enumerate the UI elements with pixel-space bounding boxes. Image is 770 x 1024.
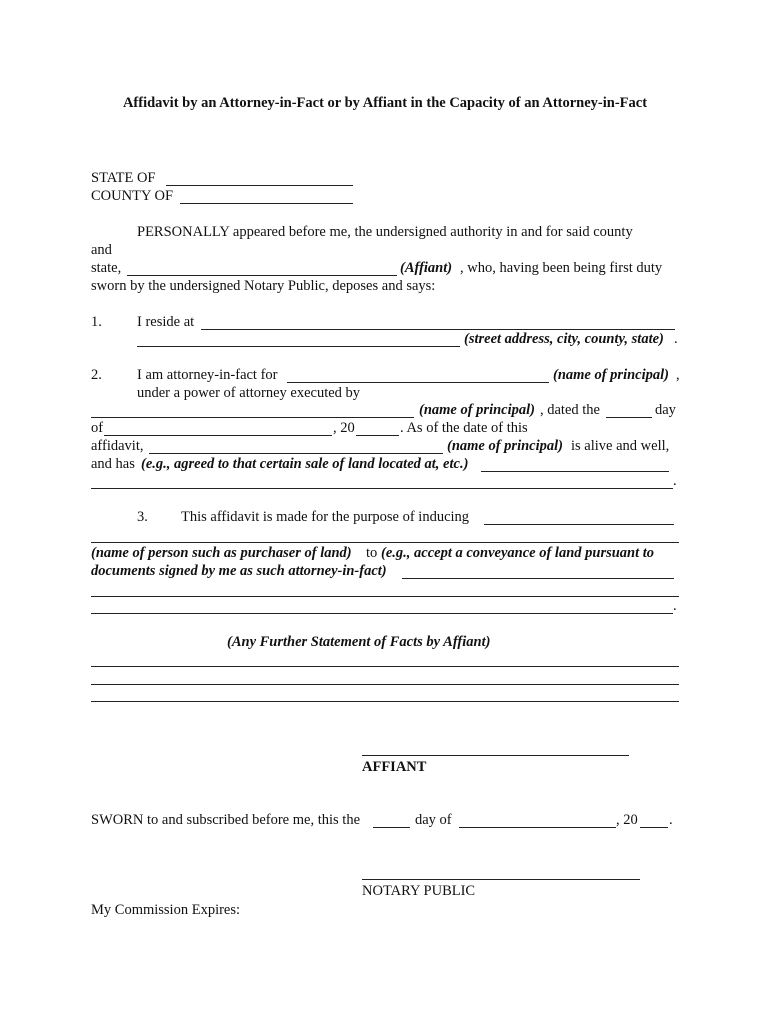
item-2-comma: , [676,367,680,383]
affiant-label-sig: AFFIANT [362,759,427,775]
sworn-month-field[interactable] [459,827,616,828]
principal-field[interactable] [287,382,549,383]
affiant-label: (Affiant) [400,260,453,276]
state-field[interactable] [166,185,353,186]
intro-line-4: sworn by the undersigned Notary Public, deposes and says: [91,278,436,294]
item-2-end: . [673,473,677,489]
state-label: STATE OF [91,170,156,186]
inducee-field-2[interactable] [91,542,679,543]
item-1-text: I reside at [137,314,195,330]
county-label: COUNTY OF [91,188,174,204]
inducee-field[interactable] [484,524,674,525]
year-prefix: , 20 [333,420,355,436]
item-1-number: 1. [91,314,102,330]
transaction-field[interactable] [481,471,669,472]
purpose-field[interactable] [402,578,674,579]
eg-hint: (e.g., agreed to that certain sale of land located at, etc.) [141,456,469,472]
poa-principal-field[interactable] [91,417,414,418]
document-title: Affidavit by an Attorney-in-Fact or by Affiant in the Capacity of an Attorney-in-Fact [122,95,648,111]
person-label: (name of person such as purchaser of land) [91,545,352,561]
month-field[interactable] [104,435,332,436]
principal-label: (name of principal) [553,367,669,383]
intro-line-2: and [91,242,112,258]
further-line-3[interactable] [91,701,679,702]
further-line-2[interactable] [91,684,679,685]
transaction-field-2[interactable] [91,488,673,489]
day-field[interactable] [606,417,652,418]
affidavit-label: affidavit, [91,438,144,454]
and-has-label: and has [91,456,135,472]
purpose-field-3[interactable] [91,613,673,614]
purpose-field-2[interactable] [91,596,679,597]
item-1-end: . [674,331,678,347]
principal-label-3: (name of principal) [447,438,563,454]
day-label: day [655,402,676,418]
further-statement-heading: (Any Further Statement of Facts by Affiant) [227,634,491,650]
intro-state-suffix: , who, having been being first duty [460,260,663,276]
principal-field-3[interactable] [149,453,443,454]
notary-signature-line[interactable] [362,879,640,880]
county-field[interactable] [180,203,353,204]
item-3-text: This affidavit is made for the purpose of inducing [181,509,470,525]
dated-the: , dated the [540,402,600,418]
as-of-text: . As of the date of this [400,420,528,436]
affiant-signature-line[interactable] [362,755,629,756]
to-label: to [366,545,378,561]
affiant-name-field[interactable] [127,275,397,276]
intro-state-prefix: state, [91,260,122,276]
item-3-number: 3. [137,509,148,525]
notary-label: NOTARY PUBLIC [362,883,476,899]
item-3-end: . [673,598,677,614]
sworn-day-of: day of [415,812,452,828]
item-3-eg: (e.g., accept a conveyance of land pursuant to [381,545,655,561]
sworn-day-field[interactable] [373,827,410,828]
item-1-hint: (street address, city, county, state) [464,331,664,347]
residence-field-2[interactable] [137,346,460,347]
sworn-end: . [669,812,673,828]
poa-text: under a power of attorney executed by [137,385,361,401]
item-2-number: 2. [91,367,102,383]
principal-label-2: (name of principal) [419,402,535,418]
intro-line-1: PERSONALLY appeared before me, the undersigned authority in and for said county [137,224,633,240]
commission-expires: My Commission Expires: [91,902,241,918]
item-2-text: I am attorney-in-fact for [137,367,278,383]
alive-text: is alive and well, [571,438,670,454]
sworn-year: , 20 [616,812,638,828]
further-line-1[interactable] [91,666,679,667]
sworn-year-field[interactable] [640,827,668,828]
sworn-text: SWORN to and subscribed before me, this the [91,812,361,828]
year-field[interactable] [356,435,399,436]
item-3-eg-2: documents signed by me as such attorney-in-fact) [91,563,387,579]
of-label: of [91,420,104,436]
residence-field[interactable] [201,329,675,330]
